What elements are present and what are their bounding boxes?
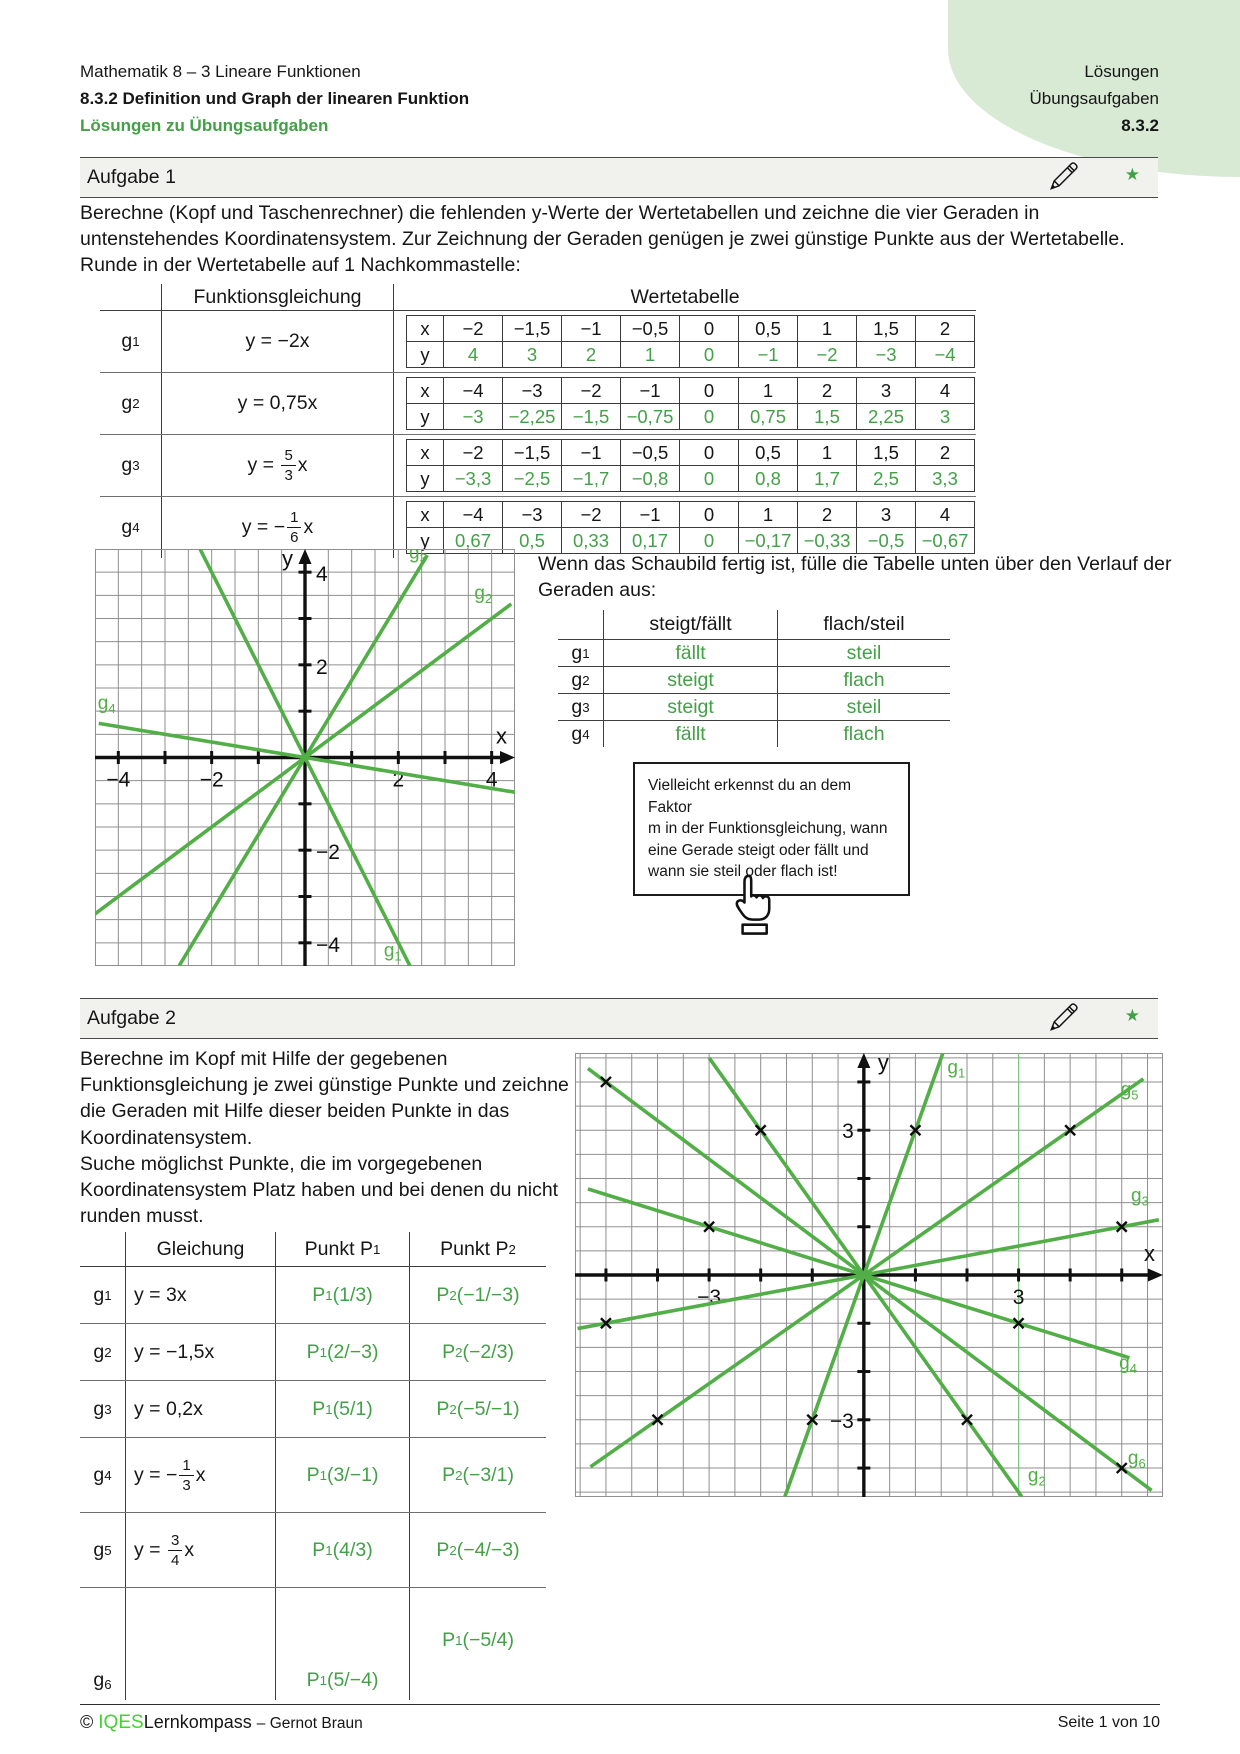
behavior-table-rows <box>558 639 950 747</box>
svg-text:g3: $g_3$ <box>409 549 427 566</box>
point-cell: P 2 (−5/−1) <box>436 1397 520 1420</box>
svg-text:x: x <box>1144 1241 1155 1266</box>
row-label: g 1 <box>80 1267 126 1323</box>
row-label: g 2 <box>100 373 162 434</box>
value-table-cell <box>394 311 976 372</box>
behavior-header-col1: steigt/fällt <box>604 610 778 639</box>
value-table-cell <box>394 435 976 496</box>
behavior-table-header <box>558 610 950 639</box>
value-table-cell <box>394 373 976 434</box>
equation-cell <box>126 1588 276 1700</box>
hint-line: wann sie steil oder flach ist! <box>648 863 838 880</box>
header-left <box>80 58 469 139</box>
svg-text:2: 2 <box>392 768 405 792</box>
svg-text:g4: $g_4$ <box>1119 1353 1137 1377</box>
svg-text:g6: $g_6$ <box>1127 1448 1146 1472</box>
fraction: $\frac{3}{4}$ <box>168 1533 182 1568</box>
difficulty-star-icon: ★ <box>1124 1006 1140 1025</box>
task2-instructions-p1: Berechne im Kopf mit Hilfe der gegebenen Funktionsgleichung je zwei günstige Punkte und zeichne die Geraden mit Hilfe dieser beiden Punkte in das Koordinatensystem. <box>80 1048 569 1149</box>
svg-text:4: 4 <box>485 768 498 792</box>
behavior-row <box>558 720 950 747</box>
fraction: $\frac{5}{3}$ <box>281 448 295 483</box>
equation-cell <box>126 1438 276 1512</box>
table-row <box>80 1587 546 1700</box>
svg-text:−3: −3 <box>829 1409 854 1433</box>
task2-instructions-p2: Suche möglichst Punkte, die im vorgegebenen Koordinatensystem Platz haben und bei denen du nicht runden musst. <box>80 1152 559 1228</box>
header-right <box>1029 58 1159 139</box>
svg-text:g2: $g_2$ <box>1027 1465 1046 1489</box>
point-cell: P 1 (−5/4) <box>442 1628 514 1651</box>
task2-header-eq: Gleichung <box>126 1232 276 1266</box>
task1-behavior-table <box>558 610 950 747</box>
copyright-symbol: © <box>80 1712 94 1732</box>
footer-author: – Gernot Braun <box>256 1715 363 1732</box>
value-table: x −2 −1,5 −1 −0,5 0 0,5 1 1,5 2 y −3,3 −2,5 −1,7 −0,8 0 0,8 1,7 2,5 3,3 <box>406 439 975 492</box>
behavior-header-gap <box>558 610 604 639</box>
svg-text:y: y <box>282 549 293 571</box>
row-label: g 3 <box>558 694 604 720</box>
task2-instructions <box>80 1046 574 1229</box>
task1-instructions: Berechne (Kopf und Taschenrechner) die fehlenden y-Werte der Wertetabellen und zeichne die vier Geraden in untenstehendes Koordinatensystem. Zur Zeichnung der Geraden genügen je zwei günstige Punkte aus der Wertetabelle. Runde in der Wertetabelle auf 1 Nachkommastelle: <box>80 202 1125 276</box>
point-cell: P 2 (−4/−3) <box>436 1538 520 1561</box>
header-right-line1: Lösungen <box>1084 62 1159 81</box>
svg-text:g3: $g_3$ <box>1131 1185 1149 1209</box>
difficulty-star-icon: ★ <box>1124 165 1140 184</box>
steigt-faellt-value: steigt <box>604 667 778 693</box>
equation: y = 0,75x <box>237 392 318 414</box>
hint-line: Vielleicht erkennst du an dem Faktor <box>648 777 852 816</box>
task1-table-header-eq: Funktionsgleichung <box>162 284 394 310</box>
equation: y = −2x <box>245 330 310 352</box>
fraction: $\frac{1}{3}$ <box>179 1458 193 1493</box>
function-equation-cell <box>162 435 394 496</box>
svg-text:g2: $g_2$ <box>474 583 493 607</box>
steigt-faellt-value: fällt <box>604 640 778 666</box>
table-row <box>80 1380 546 1437</box>
svg-text:3: 3 <box>1012 1286 1025 1309</box>
svg-text:−2: −2 <box>199 768 224 792</box>
value-table: x −4 −3 −2 −1 0 1 2 3 4 y 0,67 0,5 0,33 0,17 0 −0,17 −0,33 −0,5 −0,67 <box>406 501 975 554</box>
point-cell: P 1 (5/−4) <box>276 1588 410 1700</box>
equation-cell <box>126 1381 276 1437</box>
steigt-faellt-value: fällt <box>604 721 778 747</box>
point-cell: P 1 (1/3) <box>276 1267 410 1323</box>
flach-steil-value: flach <box>843 668 885 691</box>
table-row <box>80 1267 546 1323</box>
svg-text:3: 3 <box>842 1120 854 1144</box>
svg-text:g1: $g_1$ <box>383 940 402 964</box>
svg-text:−2: −2 <box>316 841 340 865</box>
task1-table-header-vals: Wertetabelle <box>630 285 740 308</box>
task2-header-p1 <box>276 1232 410 1266</box>
course-title: Mathematik 8 – 3 Lineare Funktionen <box>80 62 361 81</box>
value-table: x −2 −1,5 −1 −0,5 0 0,5 1 1,5 2 y 4 3 2 1 0 −1 −2 −3 −4 <box>406 315 975 368</box>
header-right-code: 8.3.2 <box>1121 116 1159 135</box>
row-label: g 4 <box>100 497 162 558</box>
row-label: g 4 <box>80 1438 126 1512</box>
point-cell: P 1 (2/−3) <box>276 1324 410 1380</box>
task2-header-p2 <box>410 1232 546 1266</box>
row-label: g 1 <box>558 640 604 666</box>
task1-table-header <box>100 284 976 311</box>
task2-header-bar <box>80 998 1158 1039</box>
row-label: g 3 <box>100 435 162 496</box>
task1-title: Aufgabe 1 <box>87 166 176 188</box>
flach-steil-value: steil <box>846 695 882 718</box>
task1-value-table <box>100 284 976 558</box>
row-label: g $_6$ <box>80 1588 126 1700</box>
task1-table-rows <box>100 311 976 558</box>
steigt-faellt-value: steigt <box>604 694 778 720</box>
svg-text:−3: −3 <box>697 1286 722 1309</box>
task1-coordinate-system <box>95 549 515 966</box>
brand-iqes: IQES <box>98 1712 144 1733</box>
pencil-icon <box>1045 1001 1080 1036</box>
flach-steil-value: steil <box>846 641 882 664</box>
task2-points-table <box>80 1232 546 1700</box>
equation: y = 0,2x <box>134 1397 203 1420</box>
equation: y = − $\frac{1}{6}$ x <box>241 509 314 546</box>
task2-title: Aufgabe 2 <box>87 1007 176 1029</box>
task2-header-gap <box>80 1232 126 1266</box>
point-cell: P 1 (5/1) <box>276 1381 410 1437</box>
svg-text:4: 4 <box>316 563 328 587</box>
value-table: x −4 −3 −2 −1 0 1 2 3 4 y −3 −2,25 −1,5 −0,75 0 0,75 1,5 2,25 3 <box>406 377 975 430</box>
task2-header-p1-sub: 1 <box>372 1241 381 1257</box>
equation: y = − $\frac{1}{3}$ x <box>134 1456 206 1494</box>
point-cell: P 2 (−2/3) <box>442 1340 514 1363</box>
subtitle-solutions: Lösungen zu Übungsaufgaben <box>80 116 329 135</box>
task2-header-p2-label: Punkt P <box>440 1237 509 1260</box>
task1-table-header-gap <box>100 284 162 310</box>
page-number: Seite 1 von 10 <box>1057 1714 1160 1731</box>
equation-cell <box>126 1267 276 1323</box>
row-label: g 3 <box>80 1381 126 1437</box>
behavior-row <box>558 639 950 666</box>
function-equation-cell <box>162 373 394 434</box>
pencil-icon <box>1045 160 1080 195</box>
table-row <box>80 1437 546 1512</box>
footer-divider <box>80 1704 1160 1705</box>
row-label: g 2 <box>80 1324 126 1380</box>
behavior-row <box>558 693 950 720</box>
fraction: $\frac{1}{6}$ <box>287 510 301 545</box>
table-row <box>80 1512 546 1587</box>
point-cell: P 1 (4/3) <box>276 1513 410 1587</box>
behavior-header-col2: flach/steil <box>823 613 905 635</box>
task1-note: Wenn das Schaubild fertig ist, fülle die Tabelle unten über den Verlauf der Geraden aus: <box>538 553 1172 601</box>
svg-text:x: x <box>496 723 507 749</box>
svg-text:−4: −4 <box>316 933 340 957</box>
svg-text:y: y <box>877 1053 889 1075</box>
row-label: g 4 <box>558 721 604 747</box>
table-row <box>100 434 976 496</box>
point-cell: P 1 (3/−1) <box>276 1438 410 1512</box>
behavior-row <box>558 666 950 693</box>
task2-header-p1-label: Punkt P <box>304 1237 373 1260</box>
row-label: g 2 <box>558 667 604 693</box>
brand-lernkompass: Lernkompass <box>143 1712 252 1732</box>
table-row <box>80 1323 546 1380</box>
task2-header-p2-sub: 2 <box>508 1241 516 1257</box>
chapter-title: 8.3.2 Definition und Graph der linearen Funktion <box>80 89 470 108</box>
flach-steil-value: flach <box>843 722 885 745</box>
equation-cell <box>126 1513 276 1587</box>
footer-brand <box>80 1712 363 1734</box>
function-equation-cell <box>162 311 394 372</box>
table-row <box>100 311 976 372</box>
task1-header-bar <box>80 157 1158 198</box>
table-row <box>100 372 976 434</box>
pointing-hand-icon <box>724 872 784 938</box>
hint-line: eine Gerade steigt oder fällt und <box>648 841 869 859</box>
task2-coordinate-system <box>575 1053 1163 1497</box>
equation-cell <box>126 1324 276 1380</box>
svg-text:2: 2 <box>316 655 328 679</box>
header-right-line2: Übungsaufgaben <box>1029 89 1159 108</box>
hint-line: m in der Funktionsgleichung, wann <box>648 820 888 837</box>
point-cell: P 2 (−3/1) <box>442 1463 514 1486</box>
point-cell: P 2 (−1/−3) <box>436 1283 520 1306</box>
task2-table-rows <box>80 1267 546 1700</box>
task2-table-header <box>80 1232 546 1267</box>
row-label: g 1 <box>100 311 162 372</box>
svg-text:g4: $g_4$ <box>97 692 116 716</box>
svg-text:−4: −4 <box>106 768 131 792</box>
svg-text:g1: $g_1$ <box>947 1057 966 1081</box>
equation: y = 3x <box>134 1283 187 1306</box>
equation: y = $\frac{5}{3}$ x <box>247 447 308 484</box>
equation: y = −1,5x <box>134 1340 215 1363</box>
svg-text:g5: $g_5$ <box>1120 1079 1139 1103</box>
row-label: g 5 <box>80 1513 126 1587</box>
equation: y = $\frac{3}{4}$ x <box>134 1531 195 1569</box>
